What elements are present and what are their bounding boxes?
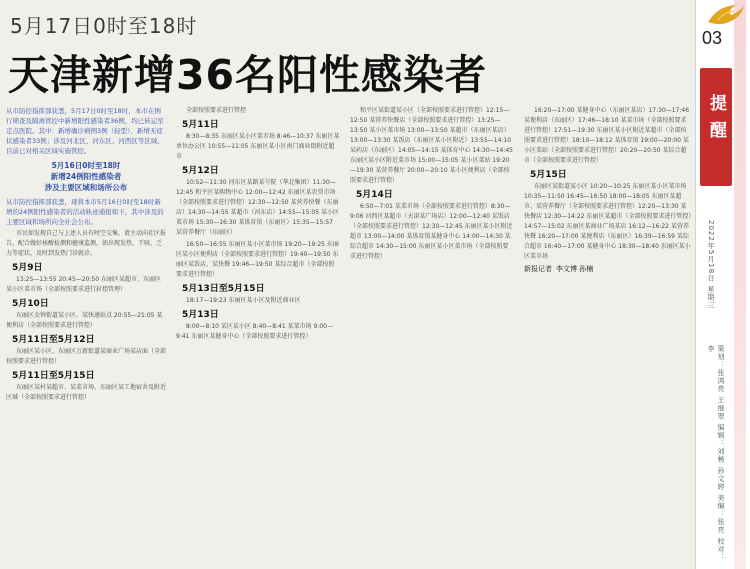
- entry-text: 8:30—8:35 东丽区某小区菜市场 8:46—10:37 东丽区某单位办公区 10:55—11:05 东丽区某小区南门商业街附近超市: [176, 133, 340, 160]
- remind-label: 提醒: [706, 94, 726, 148]
- golden-bird-logo-icon: [706, 2, 746, 28]
- entry-date: 5月10日: [12, 299, 49, 309]
- issue-date: 2022年5月18日 星期三: [707, 220, 715, 310]
- entry-date: 5月13日: [182, 310, 219, 320]
- entry-text: 全部按照要求进行管控: [186, 107, 247, 114]
- entry-text: 东丽区某村某超市、某菜市场、东丽区某工地宿舍及附近区域（全部按照要求进行管控）: [6, 384, 166, 401]
- editor-credits: 策划：张鸿亮 王继翠 编辑：刘畅 孙文婷 美编：张亮 校对：李: [707, 345, 725, 562]
- entry-text: 和平区某街道某小区（全部按照要求进行管控）12:15—12:50 某营养快餐店（全部按照要求进行管控）13:25—13:50 某小区菜市场 13:00—13:50 某超市（东丽区某店）13:00—13:30 某饭店（东丽区某小区附近）13:55—14:10 某药店（东丽区）14:05—14:15 某体育中心 14:30—14:45 东丽区某小区附近菜市场 15:00—15:05 某小区菜站 19:20—19:30 某营养餐厅 20:00—20:10 某小区便利店（全部按照要求进行管控）: [350, 107, 513, 184]
- reporter-credit: [524, 264, 692, 274]
- entry-date: 5月11日至5月12日: [12, 335, 95, 345]
- entry-date: 5月11日: [182, 120, 219, 130]
- entry-text: 16:50—16:55 东丽区某小区菜市场 19:20—19:25 东丽区某小区便利店（全部按照要求进行管控）19:40—19:50 东丽区某饭店、某快餐 19:46—19:50 某综合超市（全部按照要求进行管控）: [176, 241, 339, 278]
- entry-text: 10:52—11:30 河东区某路某号院（华北集团）11:30—12:45 和平区某购物中心 12:00—12:42 东丽区某农贸市场（全部按照要求进行管控）12:30—12:50 某营养快餐（东丽店）14:30—14:55 某超市（河东店）14:55—15:05 某小区菜市场 15:30—16:30 某体育馆（东丽区）15:35—15:57 某营养餐厅（东丽区）: [176, 179, 339, 236]
- entry-date: 5月15日: [530, 170, 567, 180]
- entry-text: 东丽区某小区、东丽区万新街道某商业广场某店面（全部按照要求进行管控）: [6, 348, 166, 365]
- reporter-names: 李文博 孙楠: [556, 265, 594, 273]
- entry-text: 6:50—7:01 某菜市场（全部按照要求进行管控）8:30—9:06 河西区某超市（天津某广场店）12:00—12:40 某饭店（全部按照要求进行管控）12:30—12:45 东丽区某小区附近超市 13:00—14:00 某体育馆某健身中心 14:00—14:30 某综合超市 14:30—15:00 东丽区某小区菜市场（全部按照要求进行管控）: [350, 203, 513, 260]
- page-number: 03: [702, 28, 723, 48]
- entry-text: 8:00—8:10 某区某小区 8:40—8:41 某菜市场 9:00—9:41 东丽区某健身中心（全部按照要求进行管控）: [176, 323, 333, 340]
- headline-kicker: 5月17日0时至18时: [10, 14, 198, 38]
- main-headline: 天津新增36名阳性感染者: [8, 51, 488, 99]
- entry-date: 5月13日至5月15日: [182, 284, 265, 294]
- article-column-2: [176, 106, 340, 569]
- entry-text: 16:20—17:00 某健身中心（东丽区某店）17:30—17:46 某便利店（东丽区）17:46—18:10 某菜市场（全部按照要求进行管控）17:51—19:30 东丽区某小区附近某超市（全部按照要求进行管控）18:10—18:12 某体育馆 19:00—20:00 某小区菜站（全部按照要求进行管控）20:20—20:50 某综合超市（全部按照要求进行管控）: [524, 107, 690, 164]
- article-body: [6, 106, 696, 569]
- remind-banner: [700, 68, 732, 186]
- advice-paragraph: 市民如发现自己与上述人员有时空交集，请主动向社区报告，配合做好核酸检测和健康监测，如出现发热、干咳、乏力等症状，及时到发热门诊就诊。: [6, 230, 166, 257]
- entry-date: 5月14日: [356, 190, 393, 200]
- article-column-3: [350, 106, 514, 569]
- entry-text: 东丽区某街道某小区 10:20—10:25 东丽区某小区菜市场 10:35—11:50 16:45—16:50 18:00—18:05 东丽区某超市、某营养餐厅（全部按照要求进行管控）12:20—13:30 某快餐店 12:30—14:22 东丽区某超市（全部按照要求进行管控）14:57—15:02 东丽区某商业广场某店 16:12—16:22 某营养快餐 16:20—17:00 某便利店（东丽区）16:39—16:59 某综合超市 16:40—17:00 某健身中心 18:30—18:40 东丽区某小区菜市场: [524, 183, 692, 260]
- lead-paragraph: 从市防控指挥部获悉，5月17日0时至18时，本市在例行筛查及隔离管控中新增阳性感染者36例，均已转运至定点医院。其中：新增确诊病例3例（轻型）、新增无症状感染者33例；涉及河北区、河东区、河西区等区域，目前已对相关区域实施管控。: [6, 107, 164, 155]
- entry-text: 18:17—19:23 东丽区某小区及附近商业区: [186, 297, 301, 304]
- ribbon-decoration: [734, 0, 746, 569]
- article-column-1: [6, 106, 166, 569]
- section-subheading: 5月16日0时至18时 新增24例阳性感染者 涉及主要区域和场所公布: [44, 161, 128, 192]
- article-column-4: [524, 106, 692, 569]
- notice-paragraph: 从市防控指挥部获悉，现将本市5月16日0时至18时新增的24例阳性感染者的活动轨迹通报如下，其中涉及的主要区域和场所向全社会公布。: [6, 198, 164, 226]
- entry-text: 东丽区金钟街道某小区、某快递站点 20:55—21:05 某便利店（全部按照要求进行管控）: [6, 312, 163, 329]
- reporter-credit-label: 新报记者: [524, 265, 552, 273]
- entry-date: 5月12日: [182, 166, 219, 176]
- page-sidebar: [695, 0, 750, 569]
- entry-date: 5月9日: [12, 263, 43, 273]
- entry-text: 13:25—13:55 20:45—20:50 东丽区某超市、东丽区某小区菜市场（全部按照要求进行封控管理）: [6, 276, 161, 293]
- entry-date: 5月11日至5月15日: [12, 371, 95, 381]
